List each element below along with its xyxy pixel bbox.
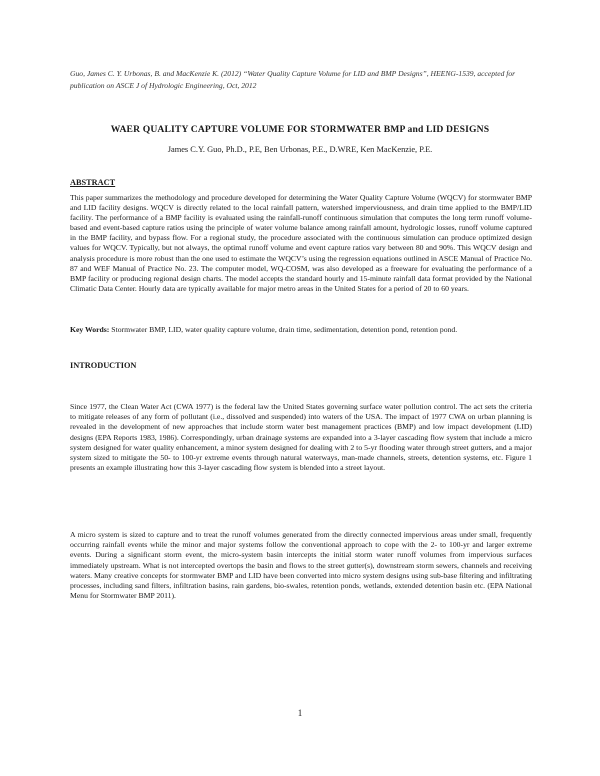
introduction-paragraph-2: A micro system is sized to capture and to treat the runoff volumes generated from the directly connected impervious areas under small, frequently occurring rainfall events while the minor and major systems follow the conventional approach to cope with the 2- to 100-yr and larger extreme events. During a significant storm event, the micro-system basin intercepts the initial storm water runoff volumes from impervious surfaces immediately upstream. What is not intercepted overtops the basin and flows to the street gutter(s), downstream storm sewers, channels and receiving waters. Many creative concepts for stormwater BMP and LID have been converted into micro system designs using sub-base filtering and infiltrating processes, including sand filters, infiltration basins, rain gardens, bio-swales, retention ponds, wetlands, extended detention basin etc. (EPA National Menu for Stormwater BMP 2011). — [70, 530, 532, 601]
page-number: 1 — [297, 708, 303, 718]
introduction-paragraph-1: Since 1977, the Clean Water Act (CWA 1977) is the federal law the United States governing surface water pollution control. The act sets the criteria to mitigate releases of any form of pollutant (i.e., dissolved and suspended) into waters of the USA. The impact of 1977 CWA on urban planning is revealed in the development of new approaches that include storm water best management practices (BMP) and low impact development (LID) designs (EPA Reports 1983, 1986). Correspondingly, urban drainage systems are expanded into a 3-layer cascading flow system that include a micro system designed for water quality enhancement, a minor system designed for dealing with 2 to 5-yr flooding water through street gutters, and a major system sized to mitigate the 50- to 100-yr extreme events through natural waterways, man-made channels, streets, detention systems, etc. Figure 1 presents an example illustrating how this 3-layer cascading flow system is blended into a street layout. — [70, 402, 532, 473]
keywords-text: Stormwater BMP, LID, water quality capture volume, drain time, sedimentation, detention pond, retention pond. — [109, 325, 458, 334]
abstract-heading: ABSTRACT — [70, 178, 116, 187]
keywords — [70, 324, 532, 335]
author-list: James C.Y. Guo, Ph.D., P.E, Ben Urbonas, P.E., D.WRE, Ken MacKenzie, P.E. — [167, 145, 433, 154]
keywords-label: Key Words: — [70, 325, 110, 334]
abstract-body: This paper summarizes the methodology and procedure developed for determining the Water Quality Capture Volume (WQCV) for stormwater BMP and LID facility designs. WQCV is directly related to the local rainfall pattern, watershed imperviousness, and drain time applied to the BMP/LID facility. The performance of a BMP facility is evaluated using the rainfall-runoff continuous simulation that computes the long term runoff volume-based and event-based capture ratios using the principle of water volume balance among rainfall amount, hydrologic losses, runoff volume captured in the BMP facility, and bypass flow. For a regional study, the procedure associated with the continuous simulation can produce optimized design values for WQCV. Typically, but not always, the optimal runoff volume and event capture ratios vary between 80 and 90%. This WQCV design and analysis procedure is more robust than the one used to estimate the WQCV’s using the regression equations outlined in ASCE Manual of Practice No. 87 and WEF Manual of Practice No. 23. The computer model, WQ-COSM, was also developed as a freeware for evaluating the performance of a BMP facility or producing regional design charts. The model accepts the standard hourly and 15-minute rainfall data format provided by the National Climatic Data Center. Hourly data are typically available for major metro areas in the United States for a period of 20 to 60 years. — [70, 193, 532, 293]
paper-title: WAER QUALITY CAPTURE VOLUME FOR STORMWATER BMP and LID DESIGNS — [110, 124, 490, 135]
introduction-heading: INTRODUCTION — [70, 361, 137, 370]
citation-header: Guo, James C. Y. Urbonas, B. and MacKenzie K. (2012) “Water Quality Capture Volume for LID and BMP Designs”, HEENG-1539, accepted for publication on ASCE J of Hydrologic Engineering, Oct, 2012 — [70, 69, 516, 90]
